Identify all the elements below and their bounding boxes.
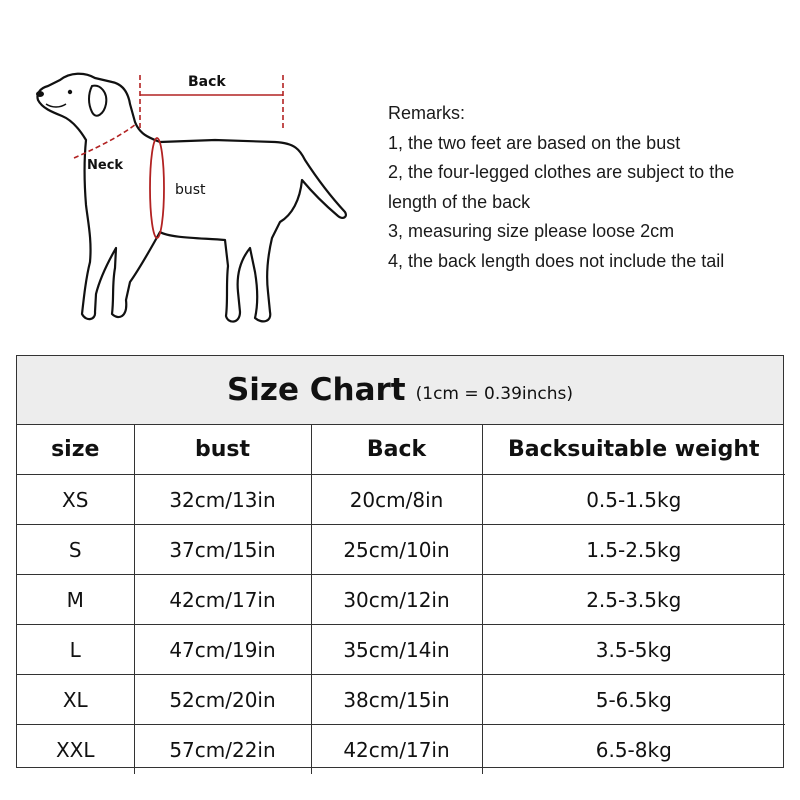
cell-weight: 0.5-1.5kg	[482, 475, 785, 525]
cell-weight: 2.5-3.5kg	[482, 575, 785, 625]
cell-back: 25cm/10in	[311, 525, 482, 575]
table-row	[17, 525, 785, 575]
cell-weight: 3.5-5kg	[482, 625, 785, 675]
neck-label: Neck	[87, 158, 124, 173]
cell-back: 38cm/15in	[311, 675, 482, 725]
table-row	[17, 725, 785, 775]
cell-bust: 47cm/19in	[134, 625, 311, 675]
remarks-block	[388, 99, 788, 276]
header-bust: bust	[134, 425, 311, 475]
cell-bust: 32cm/13in	[134, 475, 311, 525]
remark-line: 3, measuring size please loose 2cm	[388, 221, 675, 241]
header-back: Back	[311, 425, 482, 475]
header-size: size	[17, 425, 134, 475]
size-chart	[16, 355, 784, 768]
remark-line: 2, the four-legged clothes are subject to the	[388, 162, 735, 182]
cell-size: S	[17, 525, 134, 575]
dog-outline-icon	[20, 60, 360, 340]
table-row	[17, 675, 785, 725]
dog-measurement-diagram	[20, 60, 360, 340]
cell-bust: 37cm/15in	[134, 525, 311, 575]
table-row	[17, 625, 785, 675]
size-chart-subtitle: (1cm = 0.39inchs)	[415, 384, 574, 404]
table-row	[17, 475, 785, 525]
table-row	[17, 575, 785, 625]
cell-size: XS	[17, 475, 134, 525]
size-chart-title-bar	[17, 356, 783, 425]
cell-size: XXL	[17, 725, 134, 775]
size-table	[17, 425, 785, 774]
cell-weight: 1.5-2.5kg	[482, 525, 785, 575]
cell-back: 42cm/17in	[311, 725, 482, 775]
cell-size: L	[17, 625, 134, 675]
size-chart-title: Size Chart	[226, 372, 406, 408]
remark-line: length of the back	[388, 191, 531, 212]
remarks-heading: Remarks:	[388, 103, 466, 123]
cell-back: 35cm/14in	[311, 625, 482, 675]
cell-bust: 42cm/17in	[134, 575, 311, 625]
cell-weight: 6.5-8kg	[482, 725, 785, 775]
cell-weight: 5-6.5kg	[482, 675, 785, 725]
cell-size: M	[17, 575, 134, 625]
cell-back: 20cm/8in	[311, 475, 482, 525]
table-header-row	[17, 425, 785, 475]
cell-back: 30cm/12in	[311, 575, 482, 625]
cell-bust: 57cm/22in	[134, 725, 311, 775]
cell-bust: 52cm/20in	[134, 675, 311, 725]
back-label: Back	[188, 74, 226, 90]
remark-line: 4, the back length does not include the tail	[388, 250, 725, 271]
remark-line: 1, the two feet are based on the bust	[388, 132, 681, 153]
bust-label: bust	[175, 182, 206, 198]
header-weight: Backsuitable weight	[482, 425, 785, 475]
cell-size: XL	[17, 675, 134, 725]
